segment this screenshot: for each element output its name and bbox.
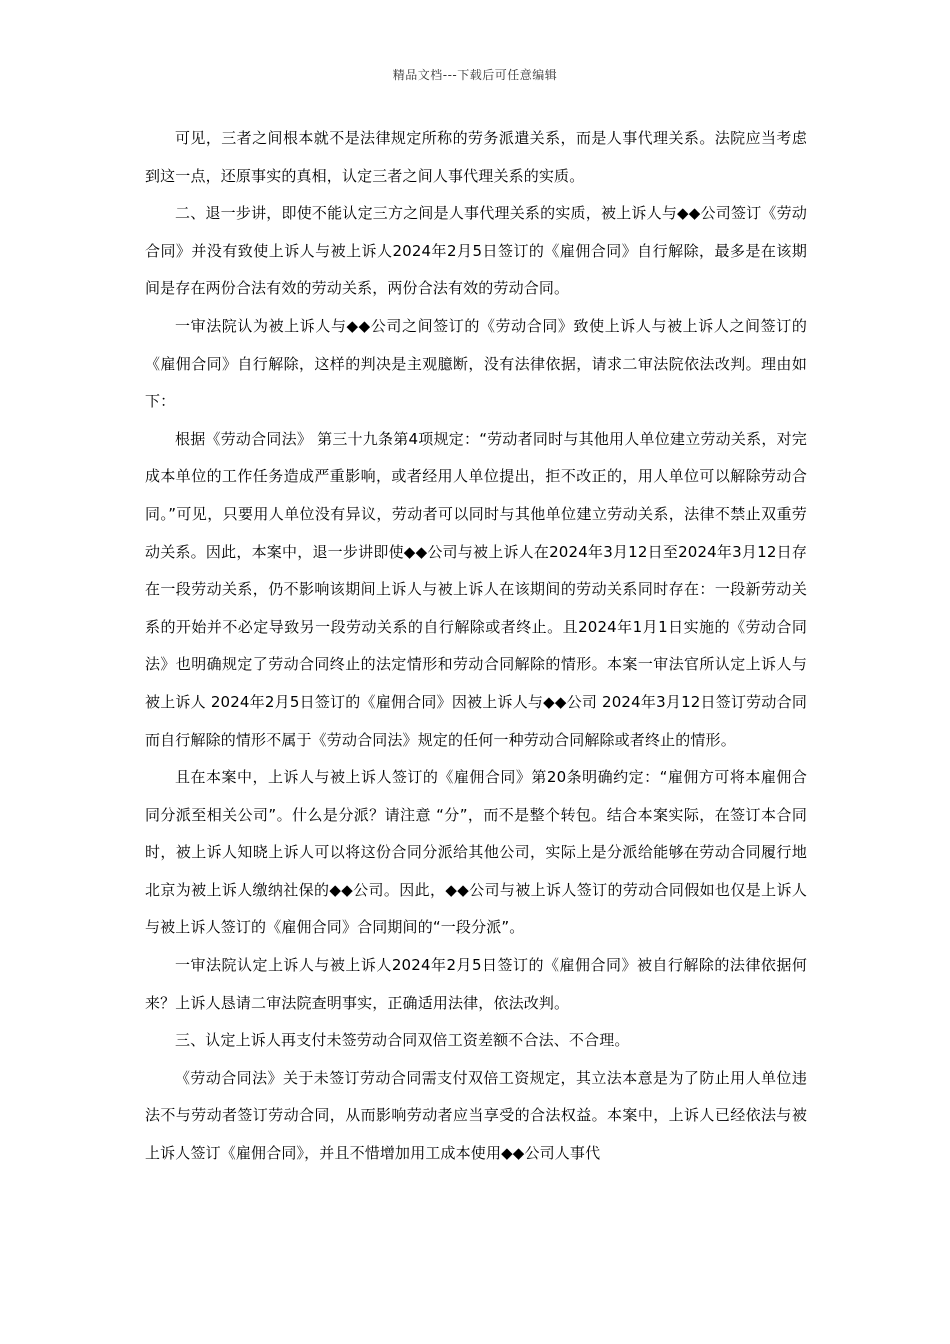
paragraph-4: 根据《劳动合同法》 第三十九条第4项规定：“劳动者同时与其他用人单位建立劳动关系，对完成本单位的工作任务造成严重影响，或者经用人单位提出，拒不改正的，用人单位可以解除劳动合同。”可见，只要用人单位没有异议，劳动者可以同时与其他单位建立劳动关系，法律不禁止双重劳动关系。因此，本案中，退一步讲即使◆◆公司与被上诉人在2024年3月12日至2024年3月12日存在一段劳动关系，仍不影响该期间上诉人与被上诉人在该期间的劳动关系同时存在：一段新劳动关系的开始并不必定导致另一段劳动关系的自行解除或者终止。且2024年1月1日实施的《劳动合同法》也明确规定了劳动合同终止的法定情形和劳动合同解除的情形。本案一审法官所认定上诉人与被上诉人 2024年2月5日签订的《雇佣合同》因被上诉人与◆◆公司 2024年3月12日签订劳动合同而自行解除的情形不属于《劳动合同法》规定的任何一种劳动合同解除或者终止的情形。 <box>145 429 807 749</box>
document-body <box>145 120 807 1173</box>
paragraph-5: 且在本案中，上诉人与被上诉人签订的《雇佣合同》第20条明确约定：“雇佣方可将本雇佣合同分派至相关公司”。什么是分派？请注意 “分”，而不是整个转包。结合本案实际，在签订本合同时，被上诉人知晓上诉人可以将这份合同分派给其他公司，实际上是分派给能够在劳动合同履行地北京为被上诉人缴纳社保的◆◆公司。因此，◆◆公司与被上诉人签订的劳动合同假如也仅是上诉人与被上诉人签订的《雇佣合同》合同期间的“一段分派”。 <box>145 768 807 937</box>
page-header: 精品文档---下载后可任意编辑 <box>392 68 558 82</box>
paragraph-3: 一审法院认为被上诉人与◆◆公司之间签订的《劳动合同》致使上诉人与被上诉人之间签订的《雇佣合同》自行解除，这样的判决是主观臆断，没有法律依据，请求二审法院依法改判。理由如下： <box>145 316 807 411</box>
paragraph-2: 二、退一步讲，即使不能认定三方之间是人事代理关系的实质，被上诉人与◆◆公司签订《劳动合同》并没有致使上诉人与被上诉人2024年2月5日签订的《雇佣合同》自行解除，最多是在该期间是存在两份合法有效的劳动关系，两份合法有效的劳动合同。 <box>145 204 807 298</box>
paragraph-7: 三、认定上诉人再支付未签劳动合同双倍工资差额不合法、不合理。 <box>175 1031 630 1050</box>
paragraph-1: 可见，三者之间根本就不是法律规定所称的劳务派遣关系，而是人事代理关系。法院应当考虑到这一点，还原事实的真相，认定三者之间人事代理关系的实质。 <box>145 129 807 185</box>
paragraph-8: 《劳动合同法》关于未签订劳动合同需支付双倍工资规定，其立法本意是为了防止用人单位违法不与劳动者签订劳动合同，从而影响劳动者应当享受的合法权益。本案中，上诉人已经依法与被上诉人签订《雇佣合同》，并且不惜增加用工成本使用◆◆公司人事代 <box>145 1068 807 1163</box>
paragraph-6: 一审法院认定上诉人与被上诉人2024年2月5日签订的《雇佣合同》被自行解除的法律依据何来？上诉人恳请二审法院查明事实，正确适用法律，依法改判。 <box>145 956 807 1012</box>
